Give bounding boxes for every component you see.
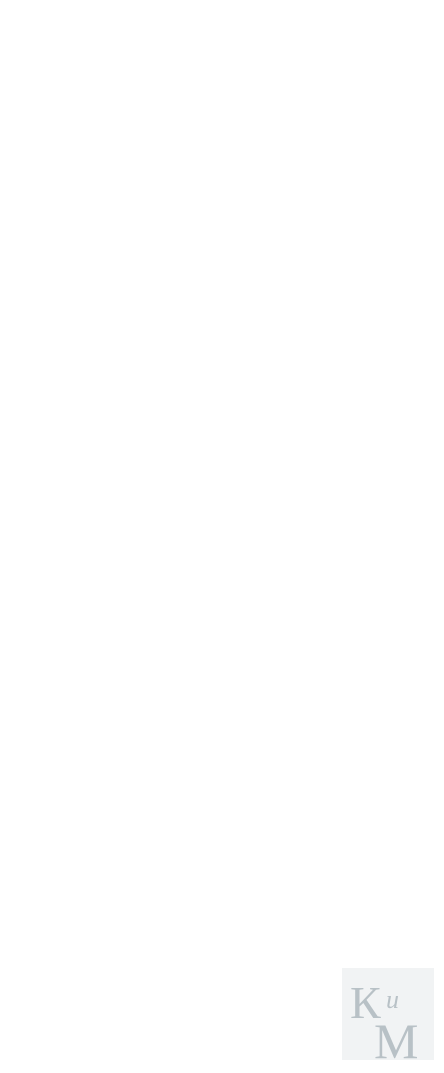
- svg-text:К: К: [350, 977, 381, 1028]
- watermark-logo: [340, 966, 436, 1062]
- svg-text:М: М: [374, 1013, 419, 1062]
- svg-text:и: и: [386, 985, 399, 1014]
